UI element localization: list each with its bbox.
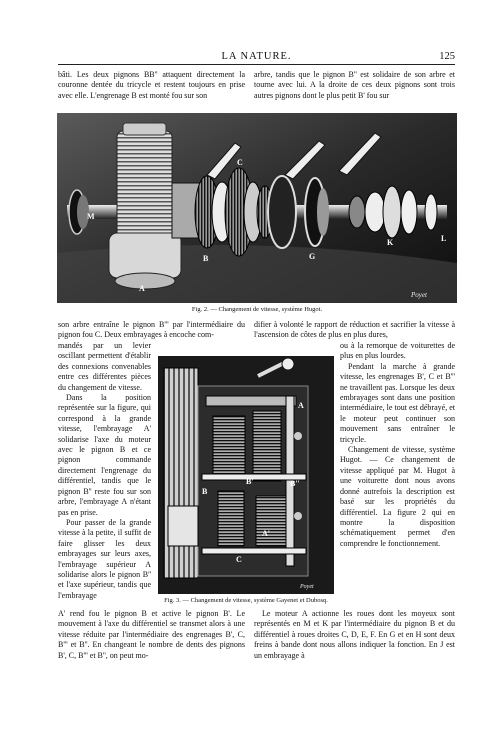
figure-2-label: A — [139, 284, 145, 293]
journal-title: LA NATURE. — [221, 51, 292, 62]
figure-2-label: M — [87, 212, 95, 221]
figure-2-label: B — [203, 254, 209, 263]
paragraph: son arbre entraîne le pignon B''' par l'intermédiaire du pignon fou C. Deux embrayages à encoche com- — [58, 320, 245, 340]
figure-3-illustration — [158, 356, 334, 594]
figure-3-label: A — [298, 401, 304, 410]
top-left-column — [58, 70, 245, 101]
header-rule — [58, 64, 455, 65]
figure-2-caption: Fig. 2. — Changement de vitesse, système Hugot. — [191, 306, 323, 313]
figure-3-label: A' — [262, 529, 270, 538]
paragraph: Pour passer de la grande vitesse à la petite, il suffit de faire glisser les deux embrayages sur leurs axes, l'embrayage supérieur A solidarise alors le pignon B'' et l'axe supérieur, tandis que l'embrayage — [58, 517, 151, 600]
engraver-signature: Poyet — [300, 584, 314, 590]
figure-3-label: B'' — [290, 479, 300, 488]
engraver-signature: Poyet — [411, 291, 427, 299]
paragraph: mandés par un levier oscillant permettent d'établir des connexions convenables entre ces différentes pièces du changement de vitesse. — [58, 341, 151, 392]
figure-3-caption: Fig. 3. — Changement de vitesse, système Gayenet et Dubosq. — [164, 597, 328, 604]
figure-3-label: C — [236, 555, 242, 564]
figure-2-label: G — [309, 252, 316, 261]
paragraph: Le moteur A actionne les roues dont les moyeux sont représentés en M et K par l'intermédiaire du pignon B et du différentiel à roues droites C, D, E, F. En G et en H sont deux freins à bande dont nous allons indiquer la fonction. En J est un embrayage à — [254, 609, 455, 660]
paragraph: Pendant la marche à grande vitesse, les engrenages B', C et B''' ne travaillent pas. Lorsque les deux embrayages sont dans une position intermédiaire, le tout est débrayé, et le moteur peut continuer son mouvement sans entraîner le tricycle. — [340, 361, 455, 444]
paragraph: A' rend fou le pignon B et active le pignon B'. Le mouvement à l'axe du différentiel se transmet alors à une vitesse réduite par l'intermédiaire des engrenages B', C, B''' et B''. En changeant le nombre de dents des pignons B', C, B''' et B'', on peut mo- — [58, 609, 245, 660]
figure-2-label: C — [237, 158, 243, 167]
left-full-text — [58, 320, 245, 341]
paragraph: bâti. Les deux pignons BB'' attaquent directement la couronne dentée du tricycle et restent toujours en prise avec elle. L'engrenage B est monté fou sur son — [58, 70, 245, 100]
figure-3-label: B' — [246, 477, 254, 486]
paragraph: difier à volonté le rapport de réduction et sacrifier la vitesse à l'ascension de côtes de plus en plus dures, — [254, 320, 455, 340]
figure-2-label: K — [387, 238, 394, 247]
paragraph: Dans la position représentée sur la figure, qui correspond à la grande vitesse, l'embrayage A' solidarise l'axe du moteur avec le pignon B et ce pignon commande directement l'engrenage du différentiel, tandis que le pignon B'' reste fou sur son arbre, l'embrayage A n'étant pas en prise. — [58, 393, 151, 517]
right-narrow-column — [340, 341, 455, 549]
bottom-left-column — [58, 609, 245, 661]
right-full-text — [254, 320, 455, 341]
paragraph: arbre, tandis que le pignon B'' est solidaire de son arbre et tourne avec lui. A la droite de ces deux pignons sont trois autres pignons dont le plus petit B' fou sur — [254, 70, 455, 100]
figure-2-label: L — [441, 234, 447, 243]
paragraph: Changement de vitesse, système Hugot. — Ce changement de vitesse appliqué par M. Hugot à une voiturette dont nous avons donné autrefois la description est basé sur les propriétés du différentiel. La figure 2 qui en montre la disposition schématiquement permet d'en comprendre le fonctionnement. — [340, 445, 455, 548]
left-narrow-column — [58, 341, 151, 601]
bottom-right-column — [254, 609, 455, 661]
paragraph: ou à la remorque de voiturettes de plus en plus lourdes. — [340, 341, 455, 361]
page-number: 125 — [439, 51, 455, 62]
running-header — [58, 51, 455, 65]
figure-2-illustration — [57, 113, 457, 303]
figure-3-label: B — [202, 487, 208, 496]
top-right-column — [254, 70, 455, 101]
